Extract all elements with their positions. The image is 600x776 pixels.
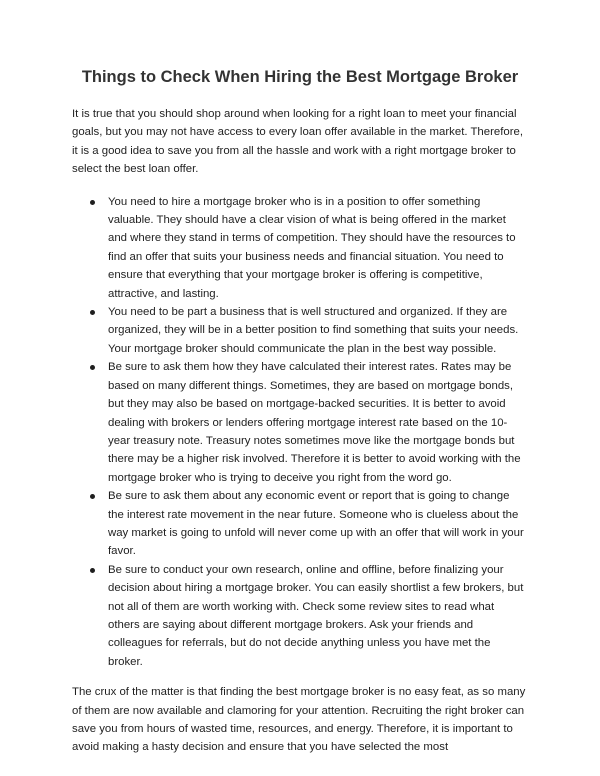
bullet-icon — [90, 365, 95, 370]
bullet-icon — [90, 200, 95, 205]
list-item — [72, 487, 528, 561]
list-item — [72, 193, 528, 303]
article-title: Things to Check When Hiring the Best Mortgage Broker — [81, 68, 519, 86]
bullet-icon — [90, 494, 95, 499]
list-item — [72, 358, 528, 487]
list-item — [72, 561, 528, 671]
list-item — [72, 303, 528, 358]
document-page — [72, 66, 528, 757]
list-item-text: You need to hire a mortgage broker who is in a position to offer something valuable. They should have a clear vision of what is being offered in the market and where they stand in terms of competition. They should have the resources to find an offer that suits your business needs and financial situation. You need to ensure that everything that your mortgage broker is offering is competitive, attractive, and lasting. — [108, 195, 516, 300]
conclusion-paragraph: The crux of the matter is that finding the best mortgage broker is no easy feat, as so many of them are now available and clamoring for your attention. Recruiting the right broker can save you from hours of wasted time, resources, and energy. Therefore, it is important to avoid making a hasty decision and ensure that you have selected the most — [72, 686, 526, 754]
list-item-text: You need to be part a business that is well structured and organized. If they are organized, they will be in a better position to find something that suits your needs. Your mortgage broker should communicate the plan in the best way possible. — [108, 306, 519, 355]
list-item-text: Be sure to ask them how they have calculated their interest rates. Rates may be based on many different things. Sometimes, they are based on mortgage bonds, but they may also be based on mortgage-backed securities. It is better to avoid dealing with brokers or lenders offering mortgage interest rate based on the 10-year treasury note. Treasury notes sometimes move like the mortgage bonds but there may be a higher risk involved. Therefore it is better to avoid working with the mortgage broker who is trying to deceive you right from the word go. — [108, 361, 521, 484]
list-item-text: Be sure to conduct your own research, online and offline, before finalizing your decision about hiring a mortgage broker. You can easily shortlist a few brokers, but not all of them are worth working with. Check some review sites to read what others are saying about different mortgage brokers. Ask your friends and colleagues for referrals, but do not decide anything unless you have met the broker. — [108, 563, 524, 668]
intro-paragraph: It is true that you should shop around when looking for a right loan to meet your financial goals, but you may not have access to every loan offer available in the market. Therefore, it is a good idea to save you from all the hassle and work with a right mortgage broker to select the best loan offer. — [72, 108, 524, 176]
list-item-text: Be sure to ask them about any economic event or report that is going to change the interest rate movement in the near future. Someone who is clueless about the way market is going to unfold will never come up with an offer that will work in your favor. — [108, 490, 524, 558]
bullet-list — [72, 193, 528, 672]
bullet-icon — [90, 568, 95, 573]
bullet-icon — [90, 310, 95, 315]
